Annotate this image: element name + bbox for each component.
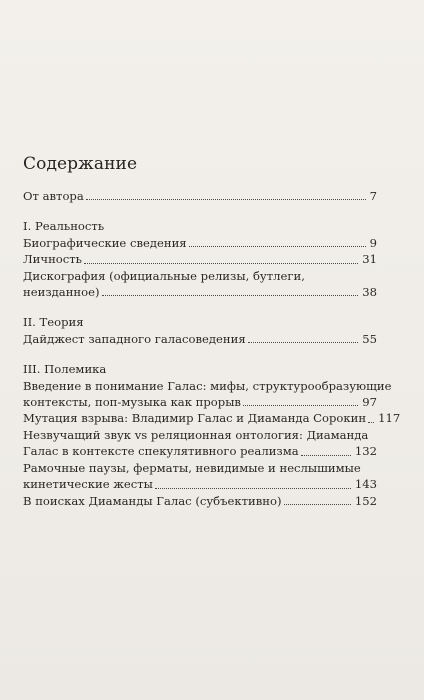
toc-page-number: 143 (354, 477, 377, 492)
toc-entry-text: Введение в понимание Галас: мифы, структурообразующие (23, 378, 392, 393)
toc-title: Содержание (23, 154, 138, 174)
toc-section-heading: II. Теория (23, 315, 84, 330)
toc-entry (23, 493, 377, 509)
toc-entry-text: неизданное) (23, 285, 100, 300)
toc-page-number: 38 (362, 285, 377, 300)
toc-leader-dots (301, 454, 351, 456)
toc-entry-text: Дайджест западного галасоведения (23, 331, 246, 346)
toc-leader-dots (102, 294, 359, 296)
toc-entry (23, 427, 377, 460)
toc-section-heading: III. Полемика (23, 362, 107, 377)
toc-page-number: 152 (354, 493, 377, 508)
toc-page-number: 7 (369, 189, 377, 203)
toc-section-heading: I. Реальность (23, 219, 105, 234)
toc-entry-text: В поисках Диаманды Галас (субъективно) (23, 493, 282, 508)
toc-entry (23, 251, 377, 267)
toc-page-number: 117 (378, 411, 401, 426)
toc-entry-text: Мутация взрыва: Владимир Галас и Диаманда Сорокин (23, 411, 367, 426)
toc-entry-text: Рамочные паузы, ферматы, невидимые и неслышимые (23, 460, 361, 475)
toc-entry-text: контексты, поп-музыка как прорыв (23, 395, 241, 410)
toc-leader-dots (84, 262, 358, 264)
toc-leader-dots (243, 404, 358, 406)
toc-entry (23, 235, 377, 251)
toc-entry-text: Личность (23, 252, 82, 267)
toc-leader-dots (189, 245, 366, 247)
toc-leader-dots (248, 341, 359, 343)
toc-entry-text: Галас в контексте спекулятивного реализма (23, 444, 299, 459)
toc-entry-text: Незвучащий звук vs реляционная онтология: Диаманда (23, 427, 369, 442)
table-of-contents (23, 154, 401, 509)
toc-entry (23, 268, 377, 301)
toc-entry (23, 410, 401, 426)
toc-entry-text: Биографические сведения (23, 235, 187, 250)
toc-entry (23, 378, 392, 411)
toc-entry (23, 331, 377, 347)
toc-entry-text: От автора (23, 189, 84, 203)
toc-page-number: 9 (369, 235, 377, 250)
toc-entry (23, 460, 377, 493)
toc-entry-text: кинетические жесты (23, 477, 153, 492)
toc-page-number: 132 (354, 444, 377, 459)
toc-leader-dots (86, 198, 366, 200)
toc-page-number: 55 (362, 331, 377, 346)
toc-entry-intro (23, 188, 377, 204)
toc-page-number: 31 (362, 252, 377, 267)
toc-leader-dots (155, 487, 351, 489)
toc-leader-dots (284, 503, 351, 505)
toc-leader-dots (368, 421, 374, 423)
toc-entry-text: Дискография (официальные релизы, бутлеги, (23, 268, 305, 283)
toc-page-number: 97 (362, 395, 377, 410)
